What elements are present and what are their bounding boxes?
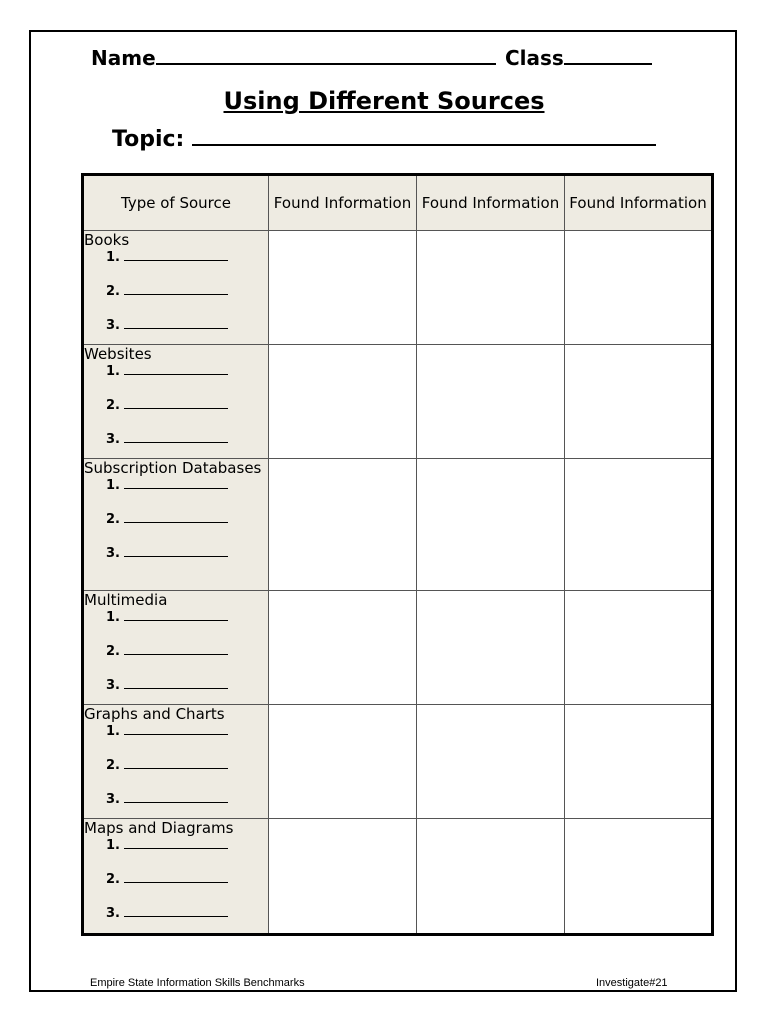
source-entry-number: 2. <box>106 512 120 527</box>
source-entry[interactable] <box>106 283 268 301</box>
table-row <box>83 345 713 459</box>
source-entry-blank[interactable] <box>124 318 228 329</box>
source-entry-blank[interactable] <box>124 906 228 917</box>
sources-table <box>81 173 714 936</box>
footer-right: Investigate#21 <box>596 977 668 989</box>
source-entry-blank[interactable] <box>124 512 228 523</box>
found-information-cell[interactable] <box>565 345 713 459</box>
topic-label: Topic: <box>112 127 185 152</box>
class-blank[interactable] <box>564 45 652 65</box>
source-entry-number: 1. <box>106 478 120 493</box>
source-entry-blank[interactable] <box>124 678 228 689</box>
source-entry-number: 2. <box>106 872 120 887</box>
source-type-cell <box>83 819 269 935</box>
table-header-row <box>83 175 713 231</box>
found-information-cell[interactable] <box>417 345 565 459</box>
source-type-label: Websites <box>84 345 152 363</box>
source-entry[interactable] <box>106 249 268 267</box>
source-entry[interactable] <box>106 511 268 529</box>
source-entry-number: 3. <box>106 546 120 561</box>
column-header-found-1: Found Information <box>269 175 417 231</box>
source-type-label: Multimedia <box>84 591 168 609</box>
source-entry-number: 2. <box>106 758 120 773</box>
found-information-cell[interactable] <box>269 345 417 459</box>
source-entry[interactable] <box>106 317 268 335</box>
source-entry[interactable] <box>106 431 268 449</box>
source-type-label: Maps and Diagrams <box>84 819 234 837</box>
source-entry-number: 3. <box>106 906 120 921</box>
source-entry[interactable] <box>106 757 268 775</box>
source-entry[interactable] <box>106 677 268 695</box>
source-type-cell <box>83 459 269 591</box>
found-information-cell[interactable] <box>269 591 417 705</box>
table-row <box>83 705 713 819</box>
found-information-cell[interactable] <box>565 819 713 935</box>
source-entry[interactable] <box>106 837 268 855</box>
source-type-label: Subscription Databases <box>84 459 262 477</box>
found-information-cell[interactable] <box>417 591 565 705</box>
found-information-cell[interactable] <box>565 231 713 345</box>
class-label: Class <box>505 46 564 70</box>
name-field[interactable] <box>91 45 496 70</box>
page-title: Using Different Sources <box>223 87 545 115</box>
found-information-cell[interactable] <box>269 819 417 935</box>
column-header-found-2: Found Information <box>417 175 565 231</box>
source-type-label: Graphs and Charts <box>84 705 225 723</box>
source-entry-number: 2. <box>106 398 120 413</box>
found-information-cell[interactable] <box>565 591 713 705</box>
found-information-cell[interactable] <box>565 705 713 819</box>
found-information-cell[interactable] <box>565 459 713 591</box>
table-row <box>83 819 713 935</box>
source-entry-number: 1. <box>106 610 120 625</box>
column-header-found-3: Found Information <box>565 175 713 231</box>
source-entry-blank[interactable] <box>124 724 228 735</box>
source-entry-blank[interactable] <box>124 478 228 489</box>
source-entry[interactable] <box>106 545 268 563</box>
found-information-cell[interactable] <box>269 459 417 591</box>
source-entry[interactable] <box>106 397 268 415</box>
source-entry-blank[interactable] <box>124 546 228 557</box>
source-entry-number: 1. <box>106 364 120 379</box>
found-information-cell[interactable] <box>417 705 565 819</box>
source-entry-number: 3. <box>106 678 120 693</box>
source-entry[interactable] <box>106 871 268 889</box>
column-header-type: Type of Source <box>83 175 269 231</box>
source-type-cell <box>83 345 269 459</box>
source-entry-blank[interactable] <box>124 838 228 849</box>
source-entry-number: 3. <box>106 792 120 807</box>
source-entry[interactable] <box>106 643 268 661</box>
source-entry[interactable] <box>106 905 268 923</box>
source-entry-number: 2. <box>106 284 120 299</box>
source-entry[interactable] <box>106 363 268 381</box>
topic-field[interactable] <box>112 126 656 152</box>
source-entry-number: 3. <box>106 318 120 333</box>
table-row <box>83 591 713 705</box>
name-blank[interactable] <box>156 45 496 65</box>
source-type-cell <box>83 591 269 705</box>
source-entry[interactable] <box>106 477 268 495</box>
footer-left: Empire State Information Skills Benchmarks <box>90 977 305 989</box>
table-row <box>83 459 713 591</box>
topic-blank[interactable] <box>192 126 656 146</box>
source-entry[interactable] <box>106 609 268 627</box>
found-information-cell[interactable] <box>269 705 417 819</box>
source-type-label: Books <box>84 231 130 249</box>
source-entry-blank[interactable] <box>124 872 228 883</box>
source-entry-number: 1. <box>106 250 120 265</box>
source-entry-blank[interactable] <box>124 398 228 409</box>
source-type-cell <box>83 705 269 819</box>
table-row <box>83 231 713 345</box>
source-type-cell <box>83 231 269 345</box>
source-entry-number: 2. <box>106 644 120 659</box>
source-entry-number: 1. <box>106 838 120 853</box>
name-label: Name <box>91 46 156 70</box>
found-information-cell[interactable] <box>417 459 565 591</box>
source-entry-number: 3. <box>106 432 120 447</box>
source-entry-blank[interactable] <box>124 364 228 375</box>
found-information-cell[interactable] <box>417 231 565 345</box>
class-field[interactable] <box>505 45 652 70</box>
source-entry-number: 1. <box>106 724 120 739</box>
source-entry-blank[interactable] <box>124 610 228 621</box>
source-entry[interactable] <box>106 723 268 741</box>
found-information-cell[interactable] <box>269 231 417 345</box>
found-information-cell[interactable] <box>417 819 565 935</box>
source-entry-blank[interactable] <box>124 758 228 769</box>
source-entry-blank[interactable] <box>124 792 228 803</box>
source-entry-blank[interactable] <box>124 432 228 443</box>
source-entry-blank[interactable] <box>124 644 228 655</box>
source-entry[interactable] <box>106 791 268 809</box>
source-entry-blank[interactable] <box>124 284 228 295</box>
source-entry-blank[interactable] <box>124 250 228 261</box>
